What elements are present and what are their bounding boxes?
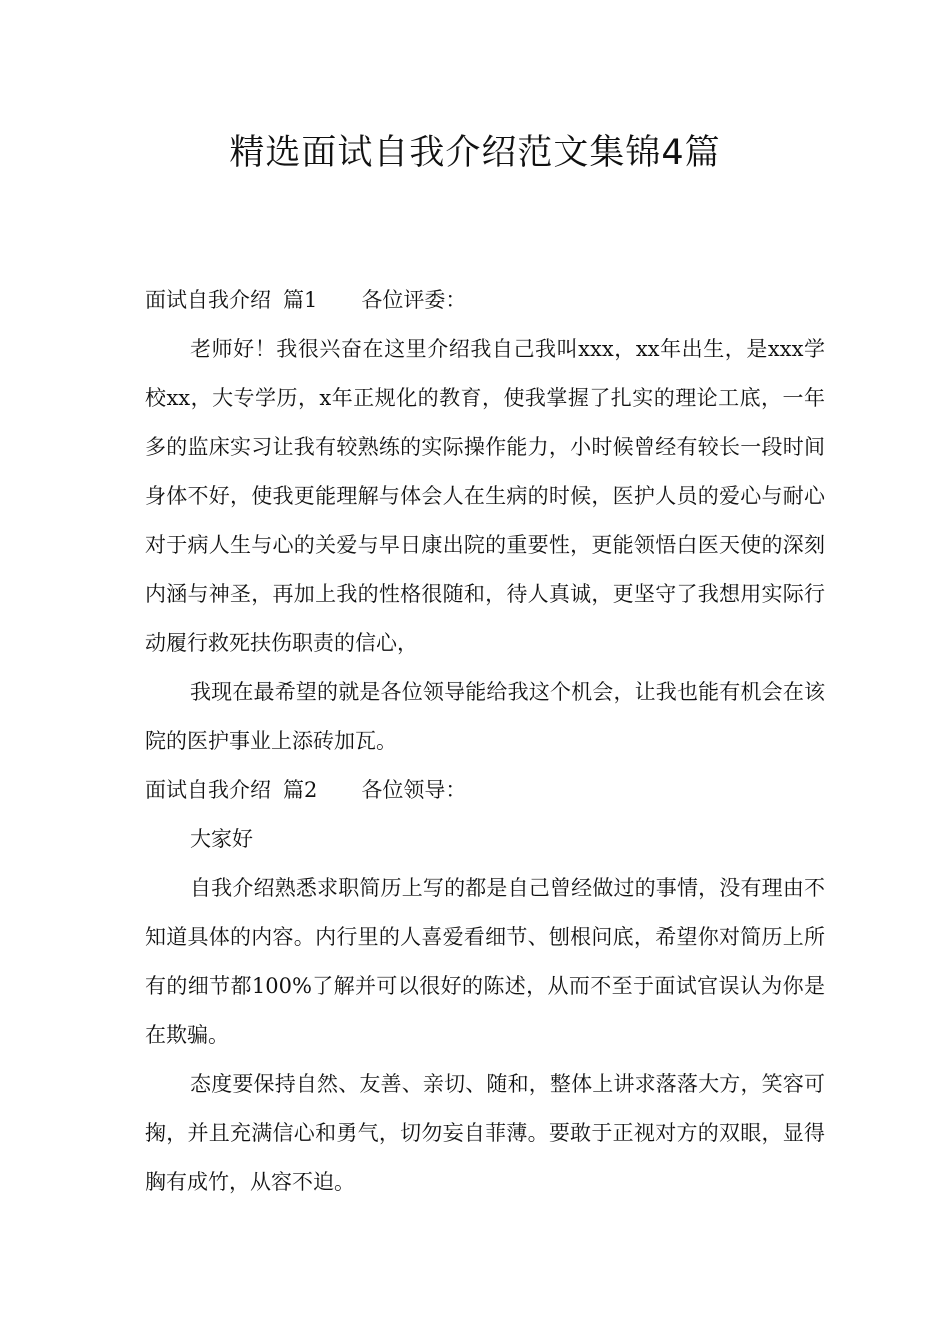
document-body [145, 276, 825, 1207]
paragraph: 态度要保持自然、友善、亲切、随和，整体上讲求落落大方，笑容可掬，并且充满信心和勇气，切勿妄自菲薄。要敢于正视对方的双眼，显得胸有成竹，从容不迫。 [145, 1072, 825, 1194]
section-label: 面试自我介绍 [145, 778, 271, 802]
paragraph: 自我介绍熟悉求职简历上写的都是自己曾经做过的事情，没有理由不知道具体的内容。内行里的人喜爱看细节、刨根问底，希望你对简历上所有的细节都100%了解并可以很好的陈述，从而不至于面试官误认为你是在欺骗。 [145, 876, 825, 1047]
section-number: 篇2 [283, 778, 318, 802]
section-label: 面试自我介绍 [145, 288, 271, 312]
paragraph: 大家好 [190, 827, 253, 851]
section-heading [145, 276, 825, 325]
section-number: 篇1 [283, 288, 318, 312]
salutation: 各位领导： [361, 778, 467, 802]
paragraph: 老师好！我很兴奋在这里介绍我自己我叫xxx，xx年出生，是xxx学校xx，大专学历，x年正规化的教育，使我掌握了扎实的理论工底，一年多的监床实习让我有较熟练的实际操作能力，小时候曾经有较长一段时间身体不好，使我更能理解与体会人在生病的时候，医护人员的爱心与耐心对于病人生与心的关爱与早日康出院的重要性，更能领悟白医天使的深刻内涵与神圣，再加上我的性格很随和，待人真诚，更坚守了我想用实际行动履行救死扶伤职责的信心， [145, 337, 825, 655]
section-heading [145, 766, 825, 815]
document-title: 精选面试自我介绍范文集锦4篇 [229, 133, 721, 173]
salutation: 各位评委： [361, 288, 467, 312]
paragraph: 我现在最希望的就是各位领导能给我这个机会，让我也能有机会在该院的医护事业上添砖加瓦。 [145, 680, 825, 753]
